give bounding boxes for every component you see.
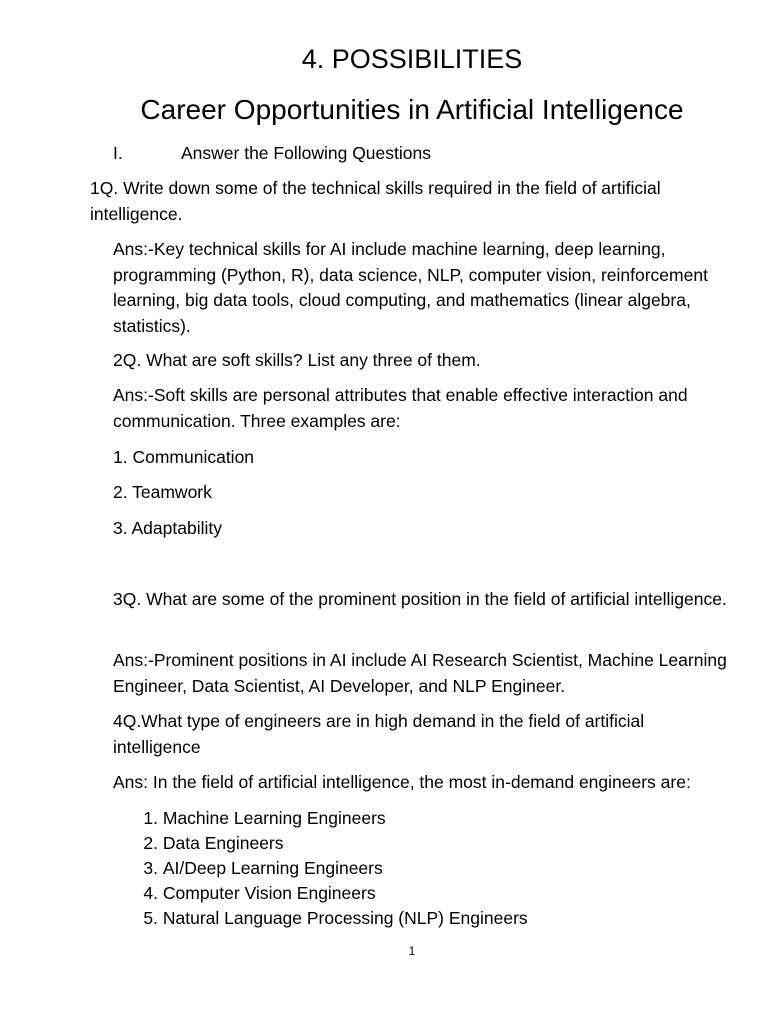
list-item-text: AI/Deep Learning Engineers bbox=[162, 858, 383, 878]
section-heading-text: Answer the Following Questions bbox=[181, 143, 431, 163]
question-4: 4Q.What type of engineers are in high demand in the field of artificial intelligence bbox=[113, 711, 645, 757]
soft-skill-item: 1. Communication bbox=[113, 447, 255, 467]
page-title: Career Opportunities in Artificial Intelligence bbox=[140, 94, 684, 125]
engineers-list bbox=[113, 806, 528, 931]
list-item bbox=[113, 831, 528, 856]
list-item-text: Data Engineers bbox=[162, 833, 284, 853]
list-item-number: 2. bbox=[143, 833, 158, 853]
list-item bbox=[113, 806, 528, 831]
soft-skill-item: 2. Teamwork bbox=[113, 482, 212, 502]
list-item bbox=[113, 881, 528, 906]
list-item-number: 3. bbox=[143, 858, 158, 878]
answer-4: Ans: In the field of artificial intelligence, the most in-demand engineers are: bbox=[113, 772, 691, 792]
question-1: 1Q. Write down some of the technical skills required in the field of artificial intelligence. bbox=[90, 178, 661, 224]
chapter-title: 4. POSSIBILITIES bbox=[301, 44, 523, 74]
answer-3: Ans:-Prominent positions in AI include AI Research Scientist, Machine Learning Engineer, Data Scientist, AI Developer, and NLP Engineer. bbox=[113, 650, 727, 696]
question-2: 2Q. What are soft skills? List any three of them. bbox=[113, 350, 481, 370]
list-item bbox=[113, 906, 528, 931]
list-item-text: Natural Language Processing (NLP) Engineers bbox=[162, 908, 528, 928]
list-item-text: Machine Learning Engineers bbox=[162, 808, 386, 828]
question-3: 3Q. What are some of the prominent position in the field of artificial intelligence. bbox=[113, 589, 727, 609]
page-number: 1 bbox=[408, 944, 416, 958]
list-item-number: 1. bbox=[143, 808, 158, 828]
soft-skill-item: 3. Adaptability bbox=[113, 518, 222, 538]
answer-2: Ans:-Soft skills are personal attributes that enable effective interaction and communication. Three examples are: bbox=[113, 385, 688, 431]
list-item-number: 4. bbox=[143, 883, 158, 903]
section-numeral: I. bbox=[113, 143, 123, 163]
list-item-text: Computer Vision Engineers bbox=[162, 883, 376, 903]
list-item-number: 5. bbox=[143, 908, 158, 928]
list-item bbox=[113, 856, 528, 881]
section-heading bbox=[113, 142, 431, 164]
answer-1: Ans:-Key technical skills for AI include machine learning, deep learning, programming (Python, R), data science, NLP, computer vision, reinforcement learning, big data tools, cloud computing, and mathematics (linear algebra, statistics). bbox=[113, 239, 708, 336]
